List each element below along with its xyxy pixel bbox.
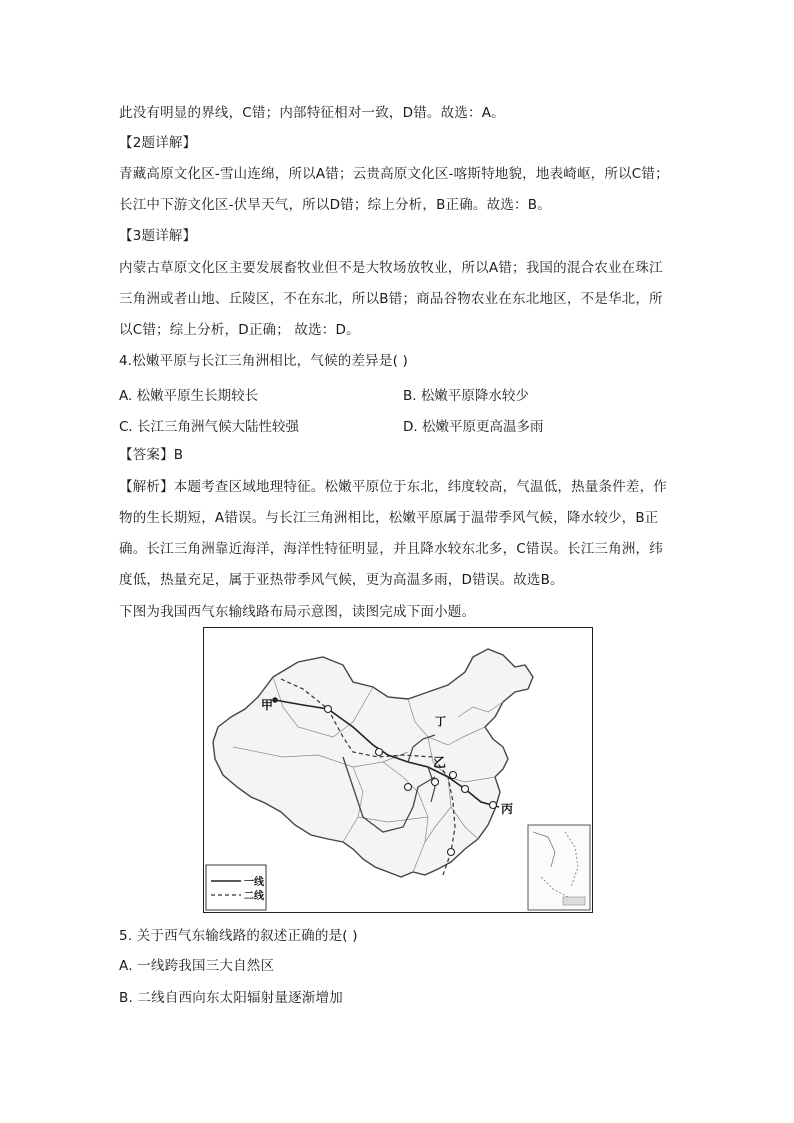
map-intro-line: 下图为我国西气东输线路布局示意图，读图完成下面小题。 — [119, 604, 476, 620]
question-4-stem: 4.松嫩平原与长江三角洲相比，气候的差异是( ) — [119, 353, 409, 369]
q5-option-b: B. 二线自西向东太阳辐射量逐渐增加 — [119, 990, 343, 1006]
pipeline-node — [376, 749, 383, 756]
pipeline-node — [448, 849, 455, 856]
legend-line-1: 一线 — [244, 877, 264, 888]
pipeline-node — [462, 786, 469, 793]
label-bing: 丙 — [501, 802, 514, 816]
section-heading-3: 【3题详解】 — [119, 228, 197, 244]
text-line: 以C错；综上分析，D正确； 故选：D。 — [119, 322, 360, 338]
label-ding: 丁 — [435, 715, 446, 728]
text-line: 长江中下游文化区-伏旱天气，所以D错；综上分析，B正确。故选：B。 — [119, 197, 551, 213]
q4-option-c: C. 长江三角洲气候大陆性较强 — [119, 419, 300, 435]
text-line: 青藏高原文化区-雪山连绵，所以A错；云贵高原文化区-喀斯特地貌，地表崎岖，所以C错； — [119, 166, 669, 182]
legend-line-2: 二线 — [244, 891, 264, 902]
answer-line: 【答案】B — [119, 447, 184, 463]
q4-option-a: A. 松嫩平原生长期较长 — [119, 388, 259, 404]
text-line: 内蒙古草原文化区主要发展畜牧业但不是大牧场放牧业，所以A错；我国的混合农业在珠江 — [119, 260, 663, 276]
section-heading-2: 【2题详解】 — [119, 135, 197, 151]
q5-option-a: A. 一线跨我国三大自然区 — [119, 958, 275, 974]
map-legend — [206, 865, 266, 910]
label-jia: 甲 — [261, 698, 274, 712]
pipeline-node — [325, 706, 332, 713]
label-yi: 乙 — [433, 756, 447, 771]
analysis-line: 度低，热量充足，属于亚热带季风气候，更为高温多雨，D错误。故选B。 — [119, 572, 564, 588]
pipeline-node — [432, 779, 439, 786]
china-map-svg — [203, 627, 593, 913]
pipeline-node — [490, 802, 497, 809]
analysis-line: 物的生长期短，A错误。与长江三角洲相比，松嫩平原属于温带季风气候，降水较少，B正 — [119, 510, 659, 526]
text-line: 三角洲或者山地、丘陵区，不在东北，所以B错；商品谷物农业在东北地区，不是华北，所 — [119, 291, 663, 307]
question-5-stem: 5. 关于西气东输线路的叙述正确的是( ) — [119, 928, 358, 944]
pipeline-node — [272, 697, 278, 703]
q4-option-d: D. 松嫩平原更高温多雨 — [403, 419, 544, 435]
pipeline-map-figure — [203, 627, 593, 913]
analysis-line: 确。长江三角洲靠近海洋，海洋性特征明显，并且降水较东北多，C错误。长江三角洲，纬 — [119, 541, 663, 557]
south-china-sea-inset — [528, 825, 590, 910]
pipeline-node — [405, 784, 412, 791]
q4-option-b: B. 松嫩平原降水较少 — [403, 388, 529, 404]
text-line: 此没有明显的界线，C错；内部特征相对一致，D错。故选：A。 — [119, 105, 505, 121]
pipeline-node — [450, 772, 457, 779]
analysis-line: 【解析】本题考查区域地理特征。松嫩平原位于东北，纬度较高，气温低，热量条件差，作 — [119, 479, 667, 495]
